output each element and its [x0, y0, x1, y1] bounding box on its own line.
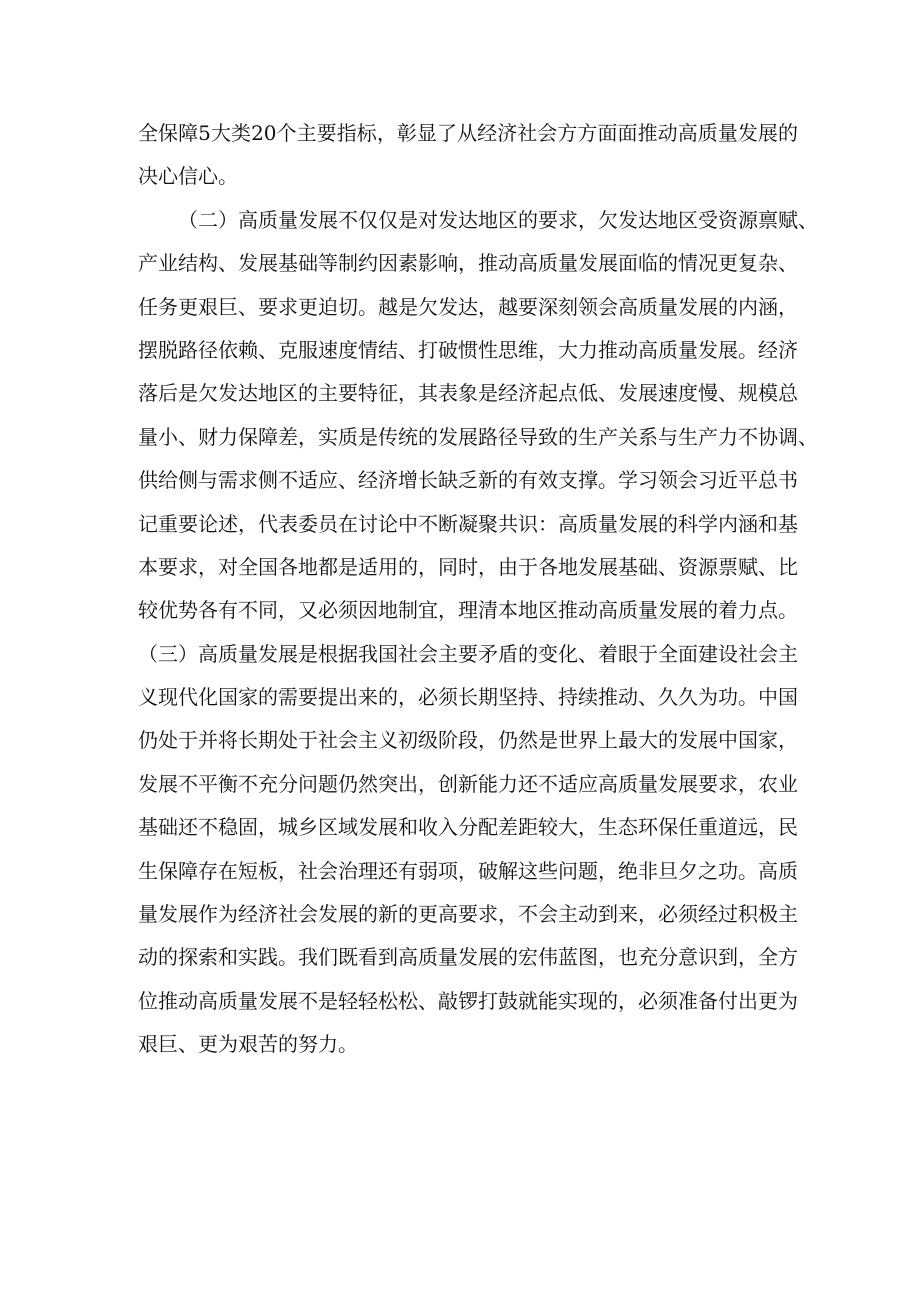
text-line-5: 任务更艰巨、要求更迫切。越是欠发达，越要深刻领会高质量发展的内涵，	[138, 294, 798, 319]
text-line-19: 量发展作为经济社会发展的新的更高要求，不会主动到来，必须经过积极主	[138, 902, 798, 927]
text-line-10: 记重要论述，代表委员在讨论中不断凝聚共识：高质量发展的科学内涵和基	[138, 511, 798, 536]
text-line-20: 动的探索和实践。我们既看到高质量发展的宏伟蓝图，也充分意识到，全方	[138, 945, 798, 970]
text-line-12: 较优势各有不同，又必须因地制宜，理清本地区推动高质量发展的着力点。	[138, 598, 798, 623]
text-line-1: 全保障5大类20个主要指标，彰显了从经济社会方方面面推动高质量发展的	[138, 121, 798, 145]
text-line-13: （三）高质量发展是根据我国社会主要矛盾的变化、着眼于全面建设社会主	[138, 641, 798, 666]
text-line-4: 产业结构、发展基础等制约因素影响，推动高质量发展面临的情况更复杂、	[138, 251, 798, 276]
text-line-14: 义现代化国家的需要提出来的，必须长期坚持、持续推动、久久为功。中国	[138, 685, 798, 710]
text-line-21: 位推动高质量发展不是轻轻松松、敲锣打鼓就能实现的，必须准备付出更为	[138, 988, 798, 1013]
text-line-6: 摆脱路径依赖、克服速度情结、打破惯性思维，大力推动高质量发展。经济	[138, 337, 798, 362]
body-text	[138, 112, 818, 1067]
text-line-7: 落后是欠发达地区的主要特征，其表象是经济起点低、发展速度慢、规模总	[138, 381, 798, 406]
text-line-17: 基础还不稳固，城乡区域发展和收入分配差距较大，生态环保任重道远，民	[138, 815, 798, 840]
text-line-16: 发展不平衡不充分问题仍然突出，创新能力还不适应高质量发展要求，农业	[138, 771, 798, 796]
text-line-11: 本要求，对全国各地都是适用的，同时，由于各地发展基础、资源票赋、比	[138, 554, 798, 579]
text-line-15: 仍处于并将长期处于社会主义初级阶段，仍然是世界上最大的发展中国家，	[138, 728, 798, 753]
text-line-2: 决心信心。	[138, 164, 238, 189]
text-line-18: 生保障存在短板，社会治理还有弱项，破解这些问题，绝非旦夕之功。高质	[138, 858, 798, 883]
text-line-9: 供给侧与需求侧不适应、经济增长缺乏新的有效支撑。学习领会习近平总书	[138, 468, 798, 493]
text-line-8: 量小、财力保障差，实质是传统的发展路径导致的生产关系与生产力不协调、	[138, 424, 818, 449]
text-line-22: 艰巨、更为艰苦的努力。	[138, 1032, 358, 1057]
text-line-3: （二）高质量发展不仅仅是对发达地区的要求，欠发达地区受资源禀赋、	[178, 207, 818, 232]
